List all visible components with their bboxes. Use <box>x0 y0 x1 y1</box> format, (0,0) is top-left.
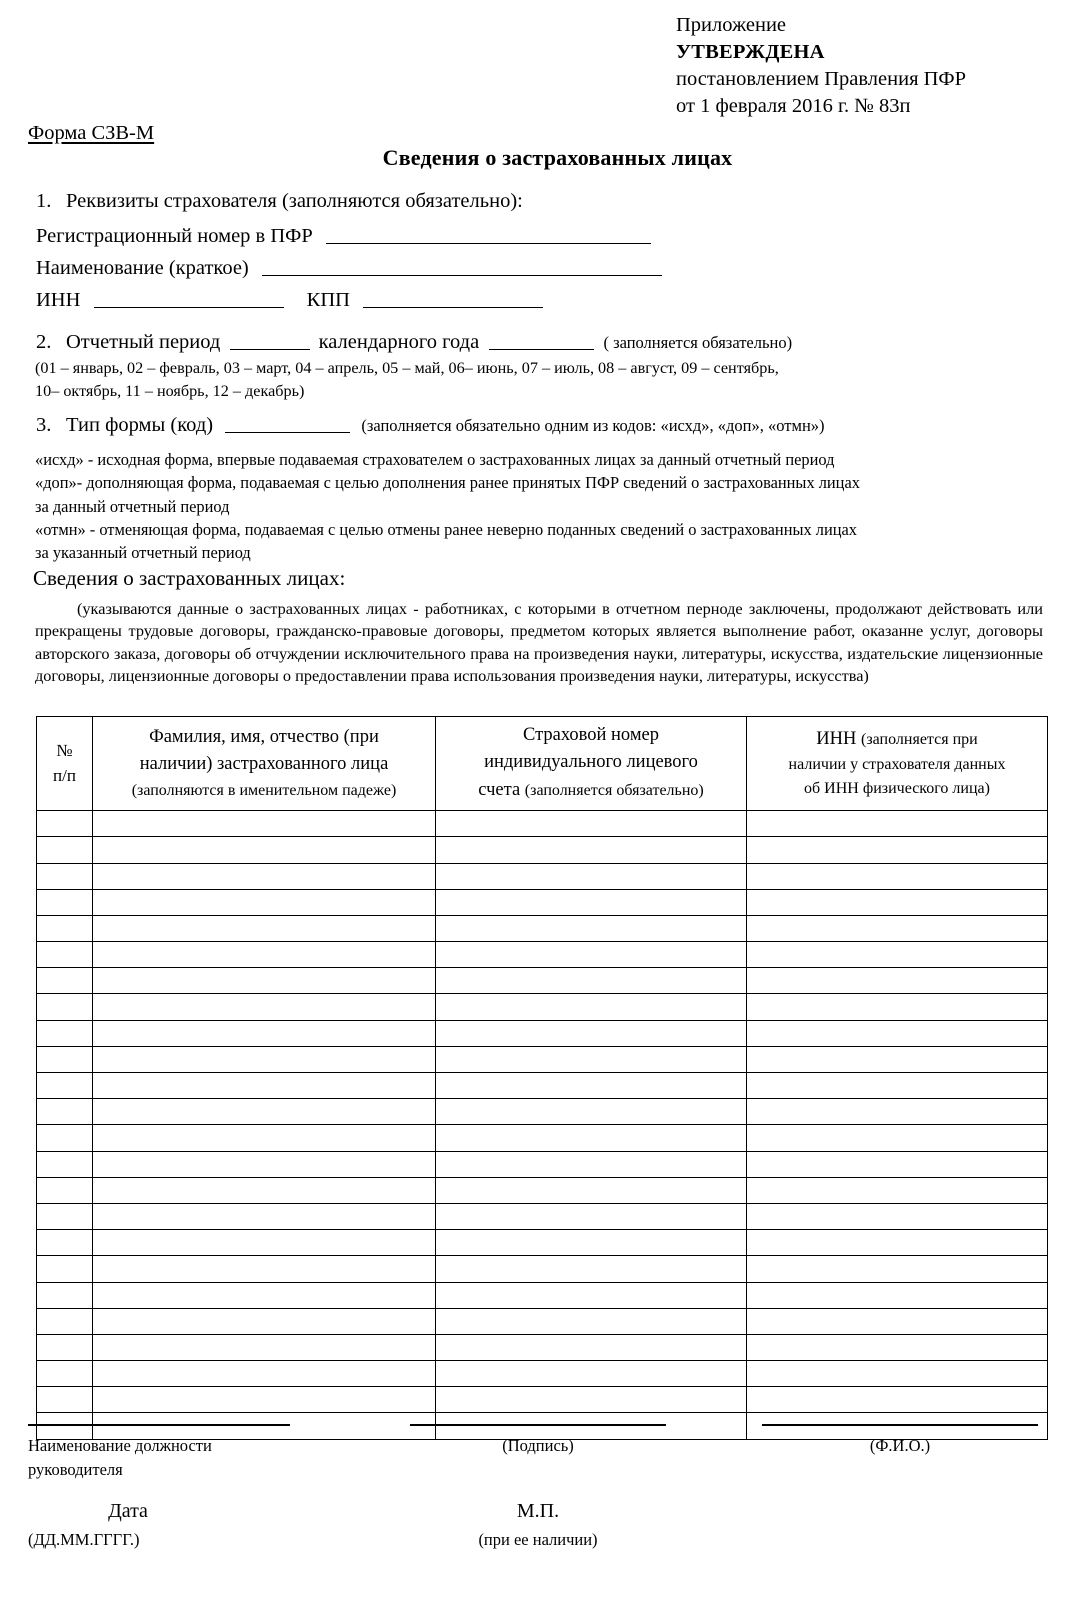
month-codes-line-1: (01 – январь, 02 – февраль, 03 – март, 04 – апрель, 05 – май, 06– июнь, 07 – июль, 08 – август, 09 – сентябрь, <box>35 359 779 377</box>
fio-label: (Ф.И.О.) <box>869 1436 931 1455</box>
table-row <box>37 1230 1048 1256</box>
cell-number[interactable] <box>37 942 93 968</box>
cell-number[interactable] <box>37 968 93 994</box>
cell-fullname[interactable] <box>93 1282 436 1308</box>
signature-label: (Подпись) <box>502 1436 574 1455</box>
cell-snils[interactable] <box>436 942 747 968</box>
position-label <box>28 1434 358 1482</box>
table-row <box>37 1020 1048 1046</box>
reporting-period-input[interactable] <box>230 349 310 350</box>
date-label: Дата <box>108 1500 148 1522</box>
cell-number[interactable] <box>37 1177 93 1203</box>
cell-fullname[interactable] <box>93 1020 436 1046</box>
field-inn-kpp-row <box>36 290 543 311</box>
cell-number[interactable] <box>37 1230 93 1256</box>
cell-snils[interactable] <box>436 863 747 889</box>
cell-fullname[interactable] <box>93 968 436 994</box>
section-2-number: 2. <box>36 331 52 353</box>
cell-snils[interactable] <box>436 1387 747 1413</box>
table-row <box>37 1073 1048 1099</box>
cell-number[interactable] <box>37 1308 93 1334</box>
cell-inn[interactable] <box>747 1387 1048 1413</box>
table-row <box>37 1361 1048 1387</box>
date-format-label: (ДД.ММ.ГГГГ.) <box>28 1530 140 1549</box>
field-short-name <box>36 258 662 279</box>
cell-snils[interactable] <box>436 1282 747 1308</box>
cell-number[interactable] <box>37 811 93 837</box>
table-row <box>37 1282 1048 1308</box>
section-3-text-before: Тип формы (код) <box>66 414 214 436</box>
cell-snils[interactable] <box>436 915 747 941</box>
position-signature-line[interactable] <box>28 1424 290 1426</box>
field-registration-number-label: Регистрационный номер в ПФР <box>36 225 313 247</box>
table-row <box>37 837 1048 863</box>
insured-persons-heading: Сведения о застрахованных лицах: <box>33 566 346 590</box>
form-type-desc-otmn-line-2: за указанный отчетный период <box>35 543 251 563</box>
cell-fullname[interactable] <box>93 1203 436 1229</box>
approval-line-appendix: Приложение <box>676 14 787 36</box>
table-body <box>37 811 1048 1440</box>
table-header-fullname-line-3: (заполняются в именительном падеже) <box>131 781 397 799</box>
cell-fullname[interactable] <box>93 837 436 863</box>
table-row <box>37 1125 1048 1151</box>
cell-inn[interactable] <box>747 1125 1048 1151</box>
section-1-heading <box>36 190 523 213</box>
cell-inn[interactable] <box>747 1282 1048 1308</box>
table-header-snils-line-1: Страховой номер <box>522 725 659 745</box>
approval-line-date-number: от 1 февраля 2016 г. № 83п <box>676 95 911 118</box>
cell-fullname[interactable] <box>93 1256 436 1282</box>
table-row <box>37 1256 1048 1282</box>
table-row <box>37 1046 1048 1072</box>
form-type-desc-ishd: «исхд» - исходная форма, впервые подаваемая страхователем о застрахованных лицах за данный отчетный период <box>35 450 835 469</box>
cell-number[interactable] <box>37 1151 93 1177</box>
section-1-number: 1. <box>36 190 52 212</box>
cell-fullname[interactable] <box>93 1308 436 1334</box>
cell-inn[interactable] <box>747 1361 1048 1387</box>
cell-inn[interactable] <box>747 1151 1048 1177</box>
cell-inn[interactable] <box>747 1046 1048 1072</box>
cell-fullname[interactable] <box>93 915 436 941</box>
table-row <box>37 811 1048 837</box>
cell-inn[interactable] <box>747 994 1048 1020</box>
cell-number[interactable] <box>37 1203 93 1229</box>
cell-fullname[interactable] <box>93 1387 436 1413</box>
table-row <box>37 1177 1048 1203</box>
cell-number[interactable] <box>37 994 93 1020</box>
form-type-code-input[interactable] <box>225 432 350 433</box>
cell-snils[interactable] <box>436 1151 747 1177</box>
cell-inn[interactable] <box>747 1308 1048 1334</box>
table-header-snils-line-2: индивидуального лицевого <box>484 752 698 773</box>
stamp-note: (при ее наличии) <box>478 1530 598 1549</box>
cell-number[interactable] <box>37 837 93 863</box>
cell-fullname[interactable] <box>93 1177 436 1203</box>
approval-block <box>676 12 1076 120</box>
cell-number[interactable] <box>37 1020 93 1046</box>
cell-snils[interactable] <box>436 1099 747 1125</box>
table-header-inn-note: (заполняется при <box>861 730 978 748</box>
cell-fullname[interactable] <box>93 811 436 837</box>
field-inn-input[interactable] <box>94 307 284 308</box>
cell-number[interactable] <box>37 1046 93 1072</box>
table-header-inn-word: ИНН <box>816 728 857 749</box>
field-kpp-input[interactable] <box>363 307 543 308</box>
field-short-name-label: Наименование (краткое) <box>36 257 249 279</box>
cell-inn[interactable] <box>747 942 1048 968</box>
cell-number[interactable] <box>37 863 93 889</box>
cell-inn[interactable] <box>747 1256 1048 1282</box>
cell-inn[interactable] <box>747 811 1048 837</box>
cell-snils[interactable] <box>436 1020 747 1046</box>
position-label-line-2: руководителя <box>28 1459 123 1479</box>
cell-fullname[interactable] <box>93 1073 436 1099</box>
cell-fullname[interactable] <box>93 1230 436 1256</box>
cell-inn[interactable] <box>747 1020 1048 1046</box>
table-header-fullname-line-2: наличии) застрахованного лица <box>139 754 389 775</box>
cell-snils[interactable] <box>436 1203 747 1229</box>
cell-number[interactable] <box>37 1334 93 1360</box>
table-header-inn-line-2: наличии у страхователя данных <box>788 756 1006 774</box>
cell-fullname[interactable] <box>93 1125 436 1151</box>
field-registration-number <box>36 226 651 247</box>
month-codes-list <box>35 357 1035 403</box>
section-3-heading <box>36 414 825 437</box>
cell-inn[interactable] <box>747 1073 1048 1099</box>
table-header-snils-line-3 <box>440 777 742 804</box>
table-row <box>37 1151 1048 1177</box>
cell-number[interactable] <box>37 1361 93 1387</box>
cell-snils[interactable] <box>436 889 747 915</box>
section-2-text-before: Отчетный период <box>66 331 221 353</box>
cell-snils[interactable] <box>436 968 747 994</box>
table-row <box>37 889 1048 915</box>
cell-snils[interactable] <box>436 994 747 1020</box>
cell-inn[interactable] <box>747 863 1048 889</box>
table-row <box>37 1099 1048 1125</box>
cell-snils[interactable] <box>436 1046 747 1072</box>
cell-number[interactable] <box>37 1125 93 1151</box>
cell-inn[interactable] <box>747 837 1048 863</box>
section-3-number: 3. <box>36 414 52 436</box>
cell-number[interactable] <box>37 1282 93 1308</box>
cell-snils[interactable] <box>436 1073 747 1099</box>
cell-number[interactable] <box>37 1073 93 1099</box>
table-row <box>37 1203 1048 1229</box>
month-codes-line-2: 10– октябрь, 11 – ноябрь, 12 – декабрь) <box>35 382 305 400</box>
table-header-inn-line-3: об ИНН физического лица) <box>804 779 990 797</box>
cell-number[interactable] <box>37 1256 93 1282</box>
field-registration-number-input[interactable] <box>326 243 651 244</box>
approval-line-decree: постановлением Правления ПФР <box>676 68 967 91</box>
table-header-inn <box>747 717 1048 811</box>
table-row <box>37 1308 1048 1334</box>
cell-number[interactable] <box>37 915 93 941</box>
cell-number[interactable] <box>37 889 93 915</box>
form-type-desc-dop-line-1: «доп»- дополняющая форма, подаваемая с целью дополнения ранее принятых ПФР сведений о застрахованных лицах <box>35 473 860 493</box>
cell-inn[interactable] <box>747 1230 1048 1256</box>
stamp-label: М.П. <box>516 1500 560 1522</box>
cell-snils[interactable] <box>436 1177 747 1203</box>
insured-persons-paragraph: (указываются данные о застрахованных лицах - работниках, с которыми в отчетном пернодe заключены, продолжают действовать или прекращены трудовые договоры, гражданско-правовые договоры, предметом которых является выполнение работ, оказанне услуг, договоры авторского заказа, договоры об отчуждении исключительного права на произведения науки, литературы, искусства, издательские лицензионные договоры, лицензионные договоры о предоставлении права использования произведения науки, литературы, искусства) <box>35 599 1043 686</box>
form-type-descriptions <box>35 448 1045 564</box>
cell-fullname[interactable] <box>93 1334 436 1360</box>
cell-inn[interactable] <box>747 968 1048 994</box>
table-header-number-line-2: п/п <box>53 766 76 786</box>
cell-snils[interactable] <box>436 1334 747 1360</box>
cell-fullname[interactable] <box>93 1151 436 1177</box>
cell-snils[interactable] <box>436 1308 747 1334</box>
form-type-desc-dop-line-2: за данный отчетный период <box>35 496 230 516</box>
table-header-inn-line-1 <box>751 726 1043 753</box>
cell-inn[interactable] <box>747 889 1048 915</box>
cell-inn[interactable] <box>747 1177 1048 1203</box>
table-header-number-line-1: № <box>56 740 73 760</box>
table-row <box>37 863 1048 889</box>
cell-snils[interactable] <box>436 1125 747 1151</box>
cell-fullname[interactable] <box>93 1046 436 1072</box>
position-label-line-1: Наименование должности <box>28 1436 212 1455</box>
field-short-name-input[interactable] <box>262 275 662 276</box>
page-title: Сведения о застрахованных лицах <box>382 145 733 170</box>
table-header-fullname-line-1: Фамилия, имя, отчество (при <box>149 726 379 747</box>
table-header-snils <box>436 717 747 811</box>
cell-inn[interactable] <box>747 1334 1048 1360</box>
table-header-fullname <box>93 717 436 811</box>
table-row <box>37 915 1048 941</box>
cell-number[interactable] <box>37 1387 93 1413</box>
insured-persons-table <box>36 716 1048 1440</box>
cell-fullname[interactable] <box>93 994 436 1020</box>
cell-fullname[interactable] <box>93 942 436 968</box>
cell-snils[interactable] <box>436 837 747 863</box>
table-row <box>37 1334 1048 1360</box>
form-type-desc-otmn-line-1: «отмн» - отменяющая форма, подаваемая с целью отмены ранее неверно поданных сведений о застрахованных лицах <box>35 519 857 539</box>
cell-snils[interactable] <box>436 811 747 837</box>
field-kpp-label: КПП <box>306 289 350 311</box>
table-row <box>37 942 1048 968</box>
field-inn-label: ИНН <box>36 289 81 311</box>
table-header-snils-note: (заполняется обязательно) <box>524 781 704 799</box>
section-1-heading-text: Реквизиты страхователя (заполняются обязательно): <box>66 190 523 212</box>
table-row <box>37 994 1048 1020</box>
cell-inn[interactable] <box>747 1203 1048 1229</box>
cell-inn[interactable] <box>747 915 1048 941</box>
signature-line[interactable] <box>410 1424 666 1426</box>
table-header-row <box>37 717 1048 811</box>
table-header-number <box>37 717 93 811</box>
cell-number[interactable] <box>37 1099 93 1125</box>
form-code-label: Форма СЗВ-М <box>28 122 155 144</box>
cell-snils[interactable] <box>436 1256 747 1282</box>
section-2-text-middle: календарного года <box>318 331 480 353</box>
cell-snils[interactable] <box>436 1230 747 1256</box>
reporting-year-input[interactable] <box>489 349 594 350</box>
cell-fullname[interactable] <box>93 1361 436 1387</box>
section-2-note: ( заполняется обязательно) <box>603 333 793 352</box>
cell-snils[interactable] <box>436 1361 747 1387</box>
cell-inn[interactable] <box>747 1099 1048 1125</box>
section-2-heading <box>36 331 792 354</box>
cell-fullname[interactable] <box>93 1099 436 1125</box>
table-row <box>37 1387 1048 1413</box>
section-3-note: (заполняется обязательно одним из кодов: «исхд», «доп», «отмн») <box>361 416 825 435</box>
table-row <box>37 968 1048 994</box>
fio-line[interactable] <box>762 1424 1038 1426</box>
cell-fullname[interactable] <box>93 889 436 915</box>
approval-line-approved: УТВЕРЖДЕНА <box>676 41 825 64</box>
table-header-snils-word: счета <box>478 779 521 800</box>
cell-fullname[interactable] <box>93 863 436 889</box>
